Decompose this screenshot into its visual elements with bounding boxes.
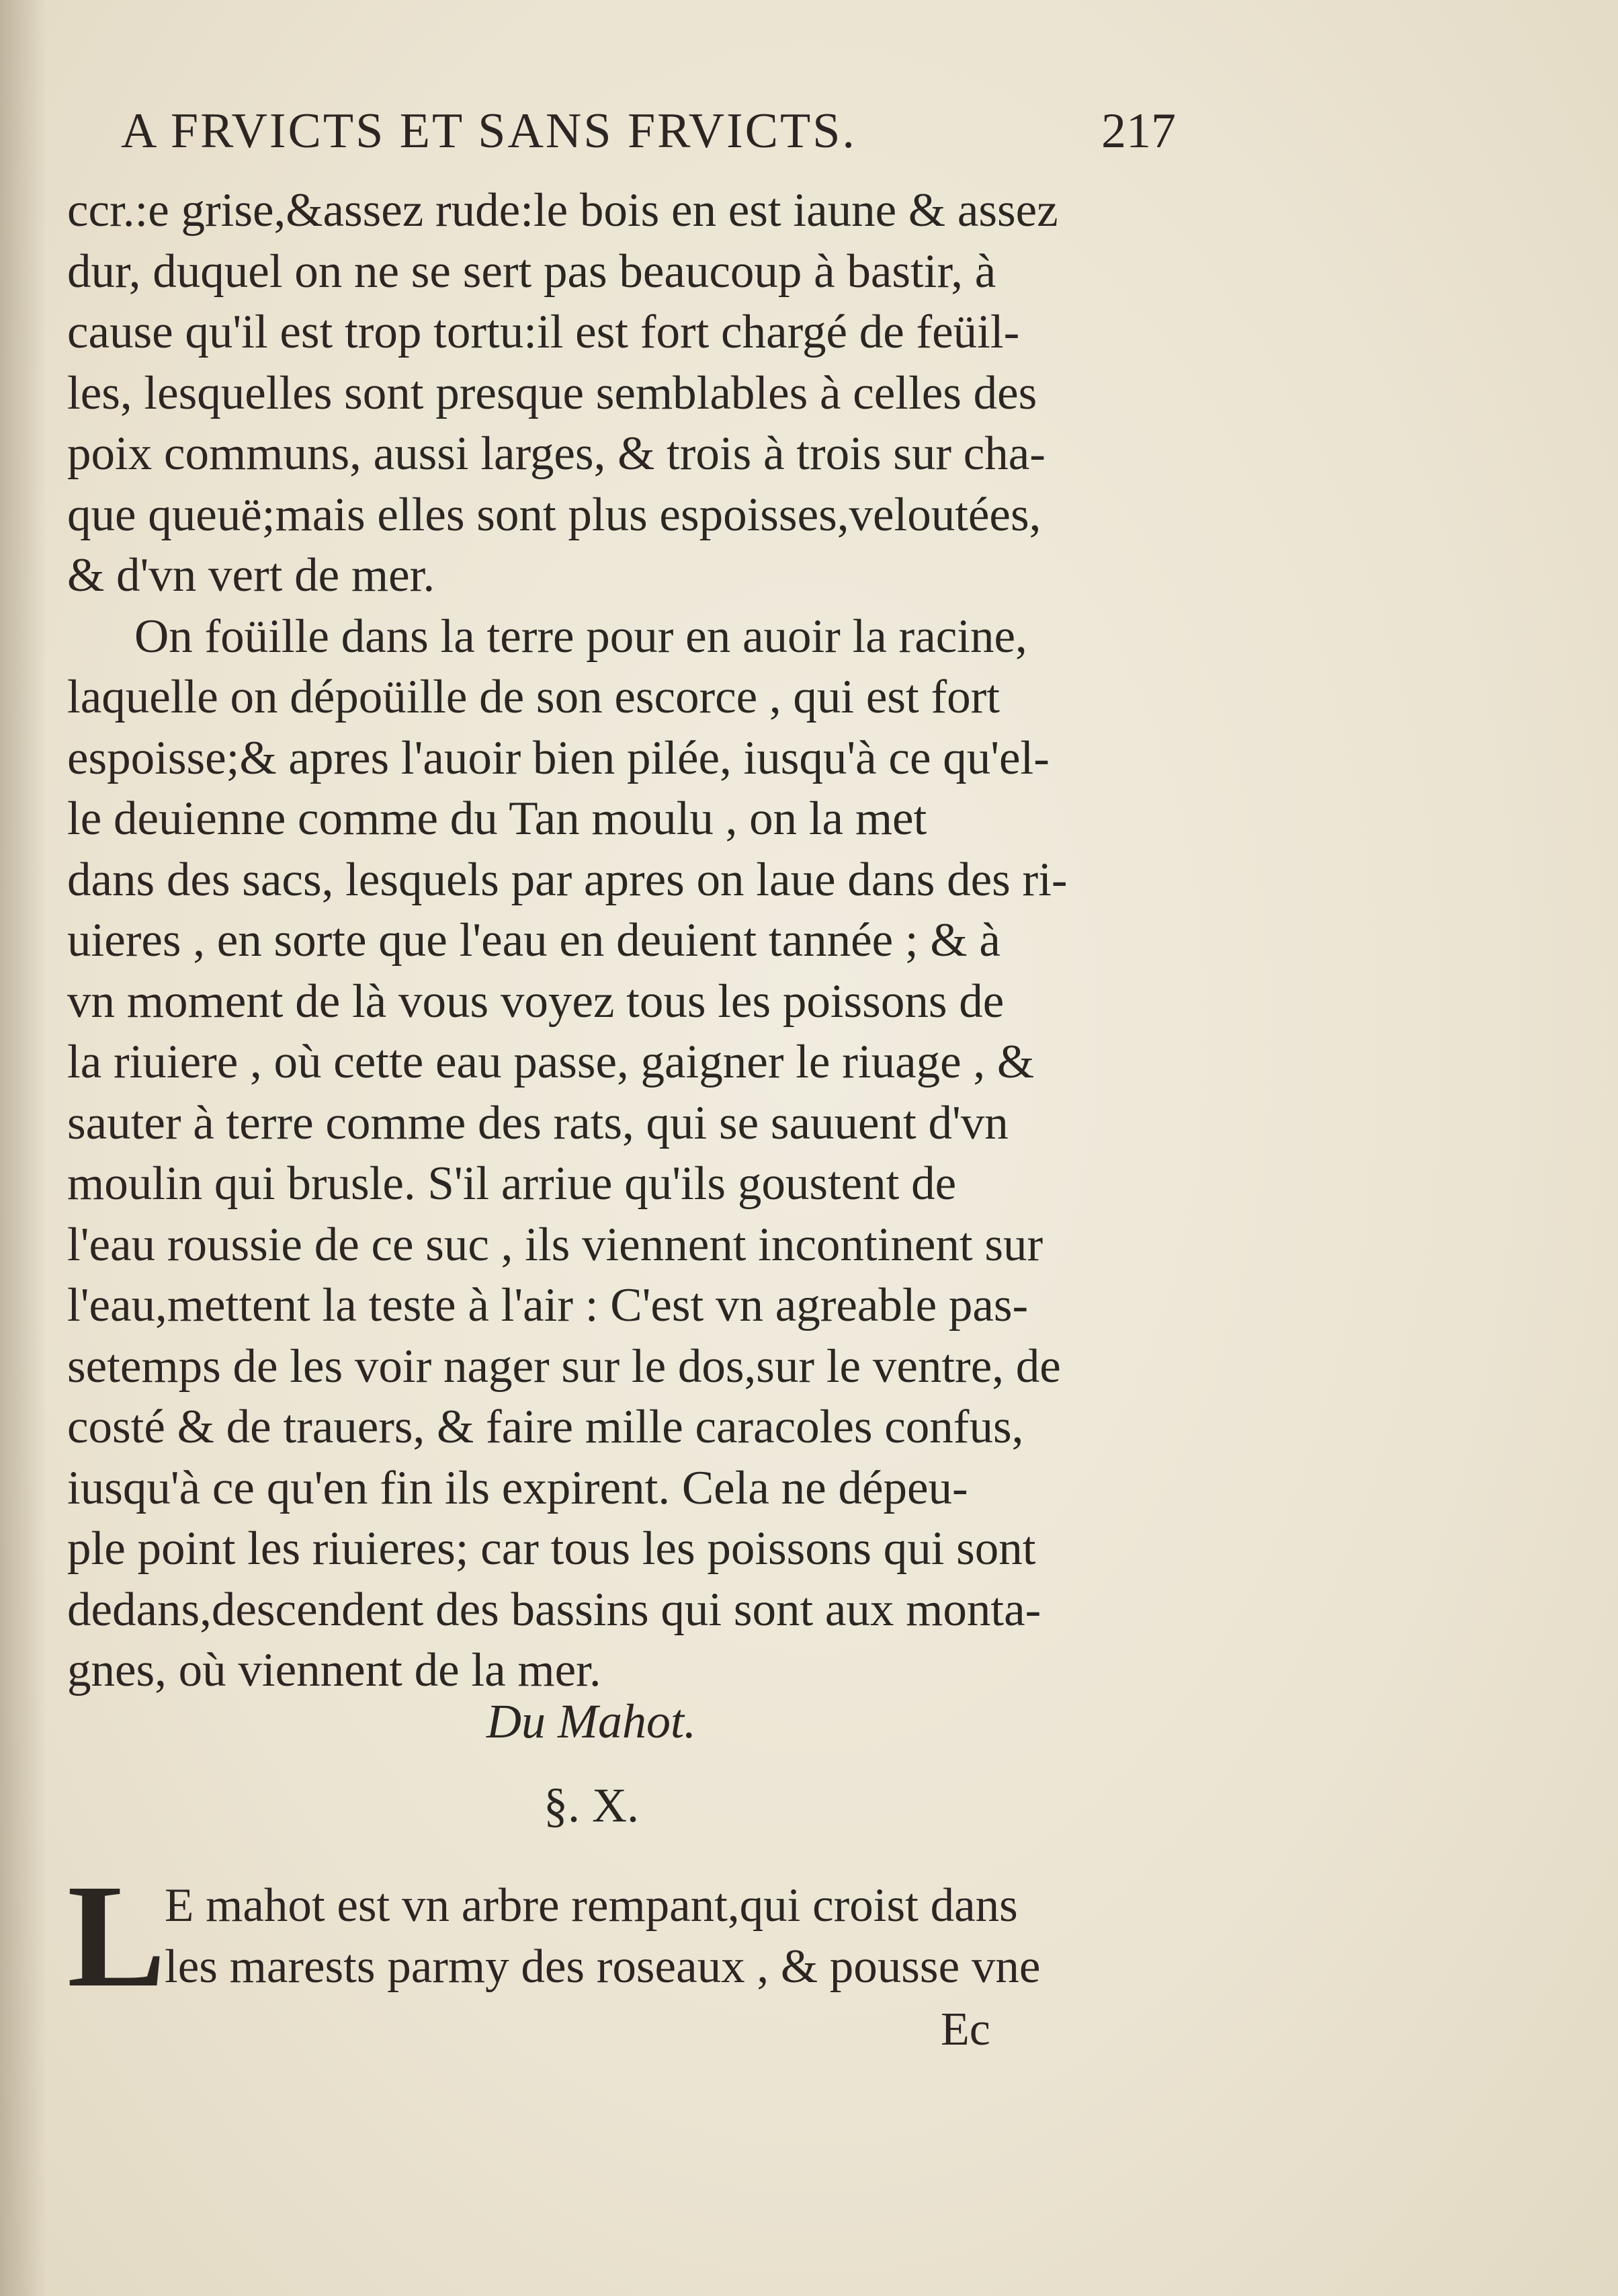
text-line: dedans,descendent des bassins qui sont aux monta- [67, 1583, 1041, 1636]
text-line: uieres , en sorte que l'eau en deuient tannée ; & à [67, 914, 1000, 967]
text-line: ple point les riuieres; car tous les poissons qui sont [67, 1522, 1036, 1575]
text-line: gnes, où viennent de la mer. [67, 1644, 601, 1696]
text-line: espoisse;& apres l'auoir bien pilée, iusqu'à ce qu'el- [67, 731, 1050, 784]
text-line: sauter à terre comme des rats, qui se sauuent d'vn [67, 1096, 1009, 1149]
text-line: la riuiere , où cette eau passe, gaigner le riuage , & [67, 1036, 1035, 1088]
catchword: Ec [941, 2004, 990, 2055]
page-header [121, 94, 1176, 168]
text-line: l'eau roussie de ce suc , ils viennent incontinent sur [67, 1218, 1044, 1271]
text-line: & d'vn vert de mer. [67, 549, 435, 602]
section-number: §. X. [544, 1778, 639, 1832]
body-text [67, 180, 1183, 1701]
text-line: les, lesquelles sont presque semblables à celles des [67, 366, 1037, 419]
drop-cap: L [67, 1854, 166, 2018]
running-title: A FRVICTS ET SANS FRVICTS. [121, 104, 857, 159]
text-line: vn moment de là vous voyez tous les poissons de [67, 975, 1005, 1028]
paragraph-start-line: On foüille dans la terre pour en auoir la racine, [134, 610, 1027, 663]
text-line: dans des sacs, lesquels par apres on laue dans des ri- [67, 853, 1068, 906]
text-line: costé & de trauers, & faire mille caracoles confus, [67, 1401, 1024, 1453]
text-line: les marests parmy des roseaux , & pousse vne [165, 1940, 1041, 1993]
text-line: laquelle on dépoüille de son escorce , qui est fort [67, 671, 1000, 723]
gutter-shadow [0, 0, 47, 2296]
text-line: poix communs, aussi larges, & trois à trois sur cha- [67, 427, 1046, 480]
text-line: E mahot est vn arbre rempant,qui croist dans [165, 1879, 1018, 1932]
text-line: iusqu'à ce qu'en fin ils expirent. Cela ne dépeu- [67, 1461, 968, 1514]
section-title: Du Mahot. [486, 1694, 696, 1748]
page-number: 217 [1101, 104, 1176, 159]
text-line: ccr.:e grise,&assez rude:le bois en est iaune & assez [67, 184, 1058, 237]
text-line: moulin qui brusle. S'il arriue qu'ils goustent de [67, 1157, 957, 1210]
text-line: cause qu'il est trop tortu:il est fort chargé de feüil- [67, 306, 1020, 358]
text-line: setemps de les voir nager sur le dos,sur le ventre, de [67, 1340, 1061, 1393]
text-line: le deuienne comme du Tan moulu , on la met [67, 792, 927, 845]
text-line: que queuë;mais elles sont plus espoisses,veloutées, [67, 488, 1041, 541]
text-line: dur, duquel on ne se sert pas beaucoup à bastir, à [67, 245, 996, 298]
dropcap-paragraph [165, 1875, 1186, 1997]
text-line: l'eau,mettent la teste à l'air : C'est vn agreable pas- [67, 1279, 1029, 1331]
